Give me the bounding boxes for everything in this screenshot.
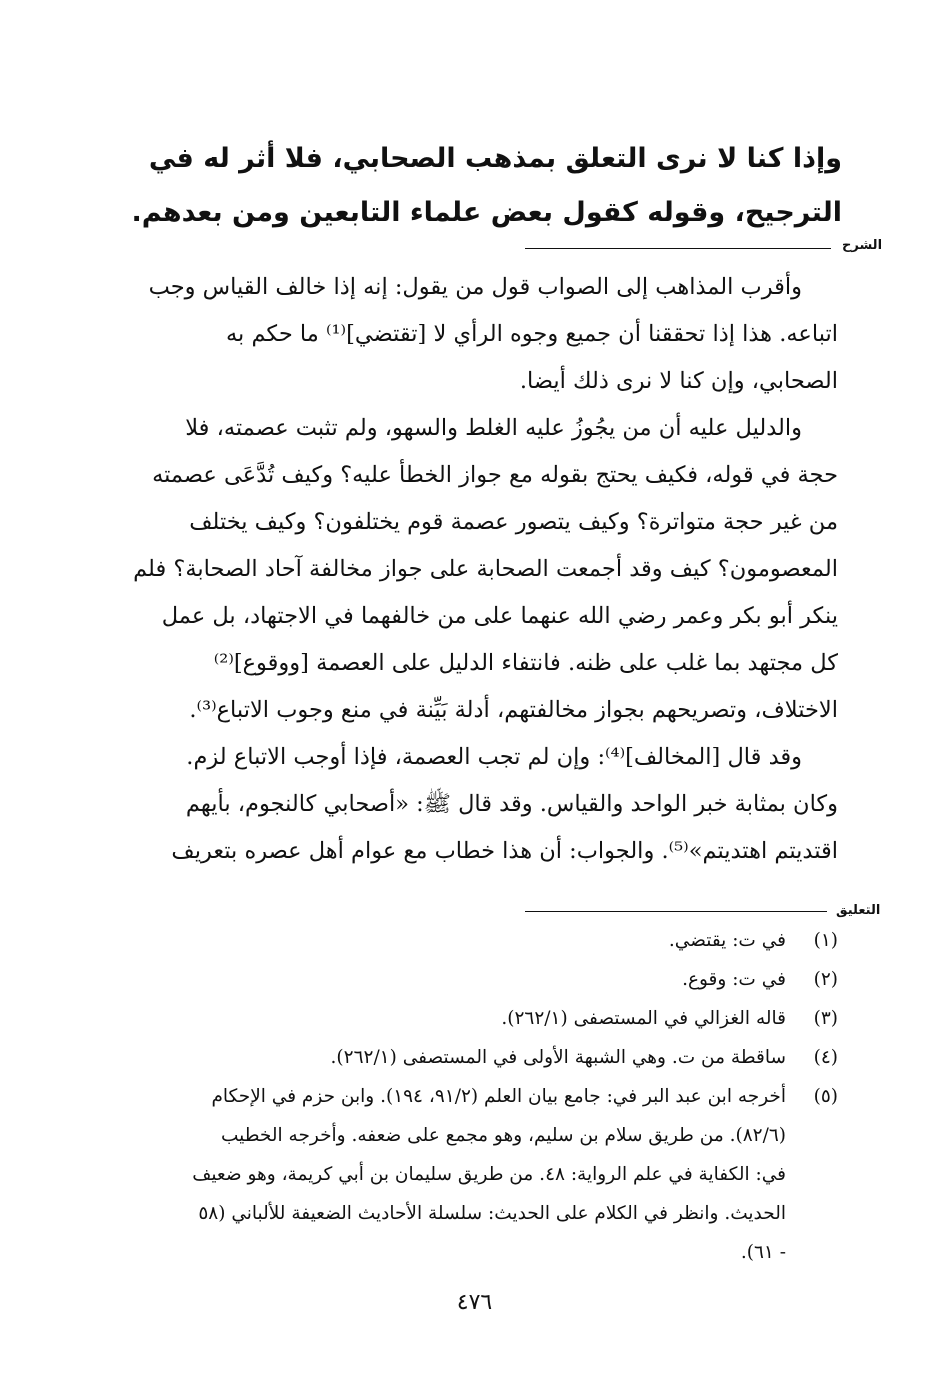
sharh-line: المعصومون؟ كيف وقد أجمعت الصحابة على جواز مخالفة آحاد الصحابة؟ فلم <box>133 556 838 582</box>
footnotes <box>120 921 838 1272</box>
footnote-text <box>120 960 786 999</box>
sharh-line: كل مجتهد بما غلب على ظنه. فانتفاء الدليل على العصمة [ووقوع]⁽²⁾ <box>213 650 838 676</box>
footnote-text <box>120 921 786 960</box>
sharh-line: من غير حجة متواترة؟ وكيف يتصور عصمة قوم يختلفون؟ وكيف يختلف <box>189 509 838 535</box>
footnote-text <box>120 999 786 1038</box>
footnote-text <box>120 1038 786 1077</box>
taliq-rule <box>525 911 827 912</box>
sharh-text <box>120 264 838 875</box>
page-number: ٤٧٦ <box>456 1290 493 1315</box>
sharh-line: اقتديتم اهتديتم»⁽⁵⁾. والجواب: أن هذا خطاب مع عوام أهل عصره بتعريف <box>171 838 838 864</box>
sharh-line: وكان بمثابة خبر الواحد والقياس. وقد قال ﷺ: «أصحابي كالنجوم، بأيهم <box>185 791 838 817</box>
sharh-line: والدليل عليه أن من يجُوزُ عليه الغلط والسهو، ولم تثبت عصمته، فلا <box>185 415 802 441</box>
footnote-item <box>120 999 838 1038</box>
taliq-label: التعليق <box>836 903 881 918</box>
footnote-number: (١) <box>813 930 838 951</box>
matn-line: الترجيح، وقوله كقول بعض علماء التابعين ومن بعدهم. <box>131 197 842 228</box>
sharh-line: ينكر أبو بكر وعمر رضي الله عنهما على من خالفهما في الاجتهاد، بل عمل <box>161 603 838 629</box>
footnote-number: (٤) <box>813 1047 838 1068</box>
footnote-item <box>120 1038 838 1077</box>
footnote-number: (٢) <box>813 969 838 990</box>
sharh-line: الصحابي، وإن كنا لا نرى ذلك أيضا. <box>519 368 838 394</box>
matn-line: وإذا كنا لا نرى التعلق بمذهب الصحابي، فلا أثر له في <box>148 143 842 174</box>
footnote-line: قاله الغزالي في المستصفى (٢٦٢/١). <box>501 1008 786 1029</box>
sharh-line: حجة في قوله، فكيف يحتج بقوله مع جواز الخطأ عليه؟ وكيف تُدَّعَى عصمته <box>152 462 838 488</box>
footnote-line: الحديث. وانظر في الكلام على الحديث: سلسلة الأحاديث الضعيفة للألباني (٥٨ <box>198 1203 786 1224</box>
matn-text <box>112 132 842 240</box>
footnote-number: (٥) <box>813 1086 838 1107</box>
footnote-line: في: الكفاية في علم الرواية: ٤٨. من طريق سليمان بن أبي كريمة، وهو ضعيف <box>192 1164 786 1185</box>
sharh-rule <box>525 248 831 249</box>
sharh-line: اتباعه. هذا إذا تحققنا أن جميع وجوه الرأي لا [تقتضي]⁽¹⁾ ما حكم به <box>225 321 838 347</box>
sharh-label: الشرح <box>842 238 883 253</box>
footnote-number: (٣) <box>813 1008 838 1029</box>
footnote-item <box>120 921 838 960</box>
footnote-line: - ٦١). <box>740 1242 786 1263</box>
footnote-item <box>120 1077 838 1272</box>
footnote-text <box>120 1077 786 1272</box>
sharh-line: وأقرب المذاهب إلى الصواب قول من يقول: إنه إذا خالف القياس وجب <box>148 274 802 300</box>
footnote-line: في ت: يقتضي. <box>668 930 786 951</box>
footnote-line: أخرجه ابن عبد البر في: جامع بيان العلم (٩١/٢، ١٩٤). وابن حزم في الإحكام <box>211 1086 786 1107</box>
footnote-line: في ت: وقوع. <box>682 969 786 990</box>
footnote-item <box>120 960 838 999</box>
sharh-line: الاختلاف، وتصريحهم بجواز مخالفتهم، أدلة بَيِّنة في منع وجوب الاتباع⁽³⁾. <box>189 697 838 723</box>
footnote-line: (٨٢/٦). من طريق سلام بن سليم، وهو مجمع على ضعفه. وأخرجه الخطيب <box>221 1125 786 1146</box>
footnote-line: ساقطة من ت. وهي الشبهة الأولى في المستصفى (٢٦٢/١). <box>330 1047 786 1068</box>
sharh-line: وقد قال [المخالف]⁽⁴⁾: وإن لم تجب العصمة، فإذا أوجب الاتباع لزم. <box>186 744 802 770</box>
